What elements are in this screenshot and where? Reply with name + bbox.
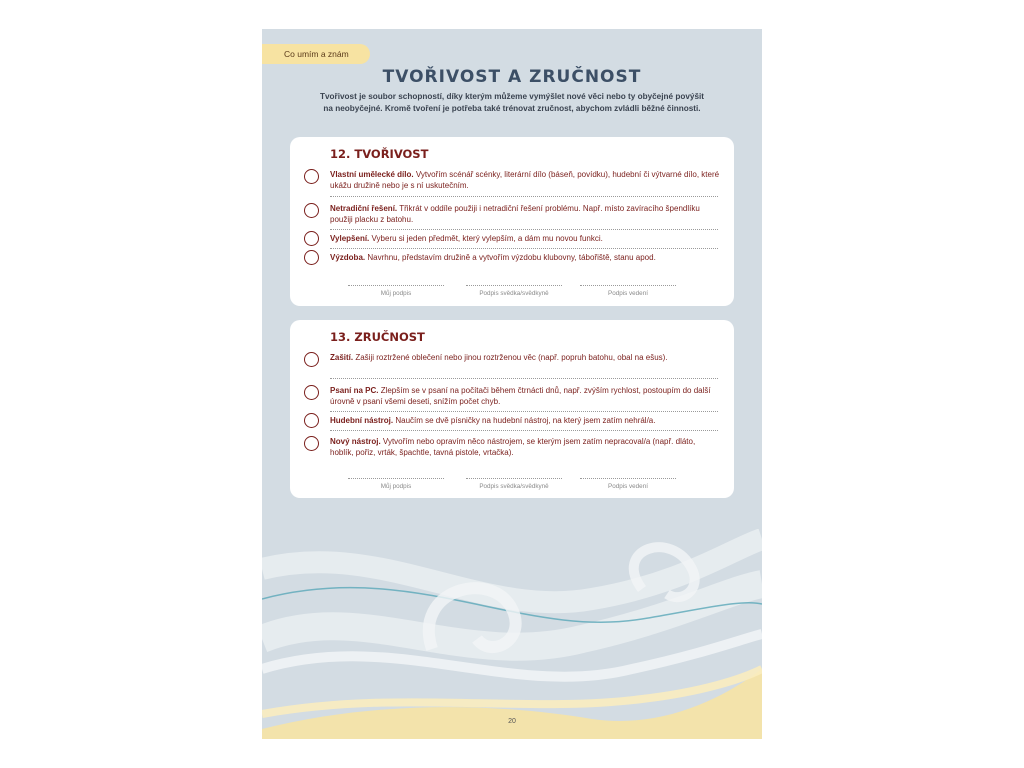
item-text <box>330 169 720 191</box>
item-description: Naučím se dvě písničky na hudební nástroj, na který jsem zatím nehrál/a. <box>393 416 656 425</box>
checkbox-circle[interactable] <box>304 203 319 218</box>
item-text <box>330 415 720 426</box>
divider <box>330 378 718 379</box>
item-label: Vlastní umělecké dílo. <box>330 170 414 179</box>
page-number: 20 <box>508 718 516 725</box>
signature-field-witness[interactable]: Podpis svědka/svědkyně <box>466 285 562 297</box>
divider <box>330 411 718 412</box>
item-text <box>330 436 720 458</box>
checkbox-circle[interactable] <box>304 231 319 246</box>
item-description: Zlepším se v psaní na počítači během čtrnácti dnů, např. zvýším rychlost, postoupím do další úrovně v psaní všemi deseti, snížím počet chyb. <box>330 386 711 406</box>
item-label: Výzdoba. <box>330 253 366 262</box>
checkbox-circle[interactable] <box>304 436 319 451</box>
item-description: Vyberu si jeden předmět, který vylepším, a dám mu novou funkci. <box>369 234 603 243</box>
item-label: Zašití. <box>330 353 354 362</box>
page-title: TVOŘIVOST A ZRUČNOST <box>382 67 642 87</box>
divider <box>330 196 718 197</box>
section-title: 13. ZRUČNOST <box>330 330 425 344</box>
checkbox-circle[interactable] <box>304 413 319 428</box>
item-text <box>330 252 720 263</box>
wave-decoration <box>262 529 762 739</box>
item-label: Vylepšení. <box>330 234 370 243</box>
section-card-dexterity <box>290 320 734 498</box>
signature-field-mine[interactable]: Můj podpis <box>348 478 444 490</box>
divider <box>330 229 718 230</box>
item-label: Nový nástroj. <box>330 437 381 446</box>
intro-text: Tvořivost je soubor schopností, díky kterým můžeme vymýšlet nové věci nebo ty obyčejné povýšit na neobyčejné. Kromě tvoření je potřeba také trénovat zručnost, abychom zvládli běžné činnosti. <box>319 92 705 113</box>
item-label: Netradiční řešení. <box>330 204 398 213</box>
divider <box>330 248 718 249</box>
checkbox-circle[interactable] <box>304 352 319 367</box>
item-text <box>330 385 720 407</box>
checkbox-circle[interactable] <box>304 169 319 184</box>
section-card-creativity <box>290 137 734 306</box>
item-description: Vytvořím nebo opravím něco nástrojem, se kterým jsem zatím nepracoval/a (např. dláto, hoblík, pořiz, vrták, špachtle, tavná pistole, vrtačka). <box>330 437 696 457</box>
item-label: Psaní na PC. <box>330 386 379 395</box>
divider <box>330 430 718 431</box>
item-text <box>330 203 720 225</box>
signature-field-leader[interactable]: Podpis vedení <box>580 285 676 297</box>
item-label: Hudební nástroj. <box>330 416 394 425</box>
item-text <box>330 233 720 244</box>
checkbox-circle[interactable] <box>304 385 319 400</box>
checkbox-circle[interactable] <box>304 250 319 265</box>
section-tab: Co umím a znám <box>262 44 370 64</box>
signature-field-witness[interactable]: Podpis svědka/svědkyně <box>466 478 562 490</box>
item-description: Třikrát v oddíle použiji i netradiční řešení problému. Např. místo zavíracího špendlíku použiji placku z batohu. <box>330 204 700 224</box>
section-title: 12. TVOŘIVOST <box>330 147 429 161</box>
item-description: Vytvořím scénář scénky, literární dílo (báseň, povídku), hudební či výtvarné dílo, které ukážu družině nebo je s ní uskutečním. <box>330 170 720 190</box>
item-description: Zašiji roztržené oblečení nebo jinou roztrženou věc (např. popruh batohu, obal na ešus). <box>353 353 668 362</box>
signature-field-leader[interactable]: Podpis vedení <box>580 478 676 490</box>
item-description: Navrhnu, představím družině a vytvořím výzdobu klubovny, tábořiště, stanu apod. <box>365 253 656 262</box>
signature-field-mine[interactable]: Můj podpis <box>348 285 444 297</box>
item-text <box>330 352 720 363</box>
workbook-page <box>262 29 762 739</box>
